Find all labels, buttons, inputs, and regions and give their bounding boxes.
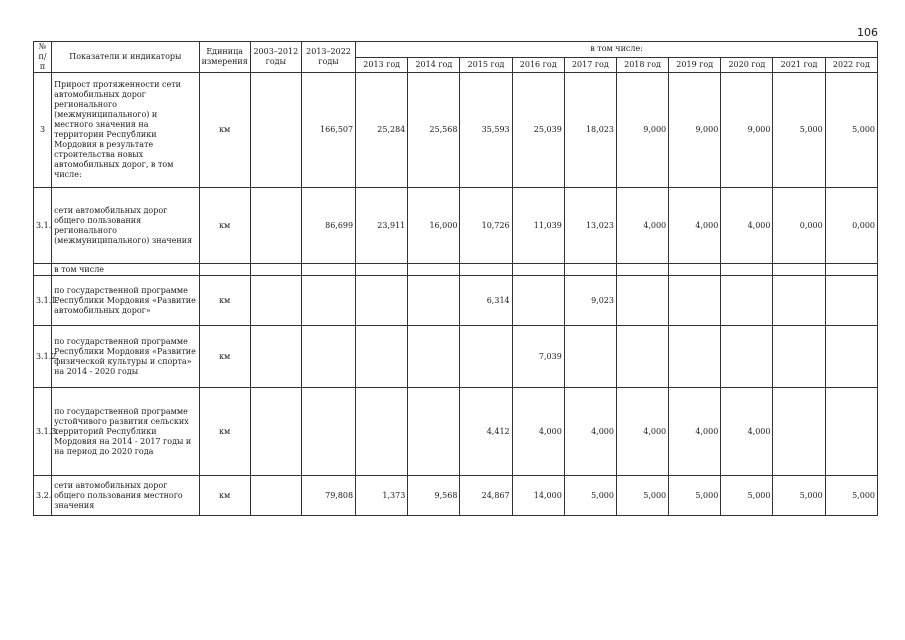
value-year: 0,000 [773,188,825,264]
header-year: 2013 год [356,57,408,73]
value-year [825,264,877,276]
table-row [34,73,878,188]
table-body [34,73,878,516]
header-indicator: Показатели и индикаторы [52,42,200,73]
indicator-name: Прирост протяженности сети автомобильных дорог регионального (межмуниципального) и местного значения на территории Республики Мордовия в результате строительства новых автомобильных дорог, в том числе: [52,73,200,188]
indicator-name: сети автомобильных дорог общего пользования регионального (межмуниципального) значения [52,188,200,264]
header-year: 2019 год [669,57,721,73]
header-row-top [34,42,878,58]
value-2003-2012 [250,276,301,326]
value-year [408,264,460,276]
value-2003-2012 [250,476,301,516]
value-year: 9,023 [564,276,616,326]
row-number: 3.1.3. [34,388,52,476]
header-including: в том числе: [356,42,878,58]
value-year: 1,373 [356,476,408,516]
value-year [356,326,408,388]
header-year: 2022 год [825,57,877,73]
header-num: № п/п [34,42,52,73]
value-year: 9,000 [669,73,721,188]
value-year: 5,000 [564,476,616,516]
unit-cell: км [199,276,250,326]
value-year [721,264,773,276]
header-period-2013-2022: 2013–2022 годы [301,42,355,73]
value-2003-2012 [250,188,301,264]
row-number: 3.1. [34,188,52,264]
value-year: 4,000 [616,188,668,264]
value-year [408,388,460,476]
value-year [460,326,512,388]
value-year [356,264,408,276]
value-year [356,276,408,326]
value-year: 14,000 [512,476,564,516]
unit-cell: км [199,73,250,188]
value-year: 5,000 [773,476,825,516]
value-year [773,264,825,276]
value-year [460,264,512,276]
value-year: 0,000 [825,188,877,264]
value-2013-2022: 79,808 [301,476,355,516]
row-number: 3.1.2. [34,326,52,388]
value-year [825,326,877,388]
value-2013-2022 [301,388,355,476]
indicator-name: в том числе [52,264,200,276]
value-year: 35,593 [460,73,512,188]
value-year [512,276,564,326]
value-2013-2022 [301,326,355,388]
value-year: 9,000 [616,73,668,188]
header-period-2003-2012: 2003–2012 годы [250,42,301,73]
value-year [773,326,825,388]
value-year: 4,000 [564,388,616,476]
value-year: 5,000 [825,73,877,188]
header-year: 2017 год [564,57,616,73]
value-2013-2022 [301,276,355,326]
row-number [34,264,52,276]
indicator-name: по государственной программе Республики Мордовия «Развитие автомобильных дорог» [52,276,200,326]
unit-cell: км [199,188,250,264]
row-number: 3.2. [34,476,52,516]
value-year: 4,412 [460,388,512,476]
value-year: 24,867 [460,476,512,516]
value-year: 18,023 [564,73,616,188]
value-year: 9,568 [408,476,460,516]
value-year [616,276,668,326]
table-row [34,264,878,276]
value-year: 4,000 [512,388,564,476]
row-number: 3 [34,73,52,188]
value-year [512,264,564,276]
value-year [669,276,721,326]
value-year: 4,000 [616,388,668,476]
unit-cell: км [199,326,250,388]
value-year: 13,023 [564,188,616,264]
value-year: 11,039 [512,188,564,264]
value-year [669,264,721,276]
value-year: 5,000 [616,476,668,516]
value-2003-2012 [250,388,301,476]
value-year: 16,000 [408,188,460,264]
header-year: 2021 год [773,57,825,73]
value-year [825,276,877,326]
value-year [408,326,460,388]
value-2003-2012 [250,326,301,388]
row-number: 3.1.1. [34,276,52,326]
page-number: 106 [857,26,878,39]
header-year: 2016 год [512,57,564,73]
value-2013-2022 [301,264,355,276]
value-2013-2022: 86,699 [301,188,355,264]
value-year: 25,039 [512,73,564,188]
table-row [34,188,878,264]
indicators-table [33,41,878,516]
value-year: 4,000 [721,388,773,476]
value-year [773,276,825,326]
value-2003-2012 [250,73,301,188]
value-year: 5,000 [773,73,825,188]
indicator-name: по государственной программе устойчивого развития сельских территорий Республики Мордовия на 2014 - 2017 годы и на период до 2020 года [52,388,200,476]
indicator-name: сети автомобильных дорог общего пользования местного значения [52,476,200,516]
value-year: 7,039 [512,326,564,388]
value-year [616,326,668,388]
value-year [408,276,460,326]
value-year: 10,726 [460,188,512,264]
value-year: 5,000 [825,476,877,516]
value-year: 4,000 [669,188,721,264]
header-unit: Единица измерения [199,42,250,73]
value-year [773,388,825,476]
value-year [356,388,408,476]
value-year: 5,000 [721,476,773,516]
indicator-name: по государственной программе Республики Мордовия «Развитие физической культуры и спорта» на 2014 - 2020 годы [52,326,200,388]
value-year: 25,284 [356,73,408,188]
value-2003-2012 [250,264,301,276]
value-year [564,326,616,388]
value-year [669,326,721,388]
value-year [721,276,773,326]
value-year: 4,000 [721,188,773,264]
value-year: 9,000 [721,73,773,188]
value-2013-2022: 166,507 [301,73,355,188]
unit-cell: км [199,476,250,516]
table-row [34,276,878,326]
value-year [825,388,877,476]
value-year: 25,568 [408,73,460,188]
header-year: 2015 год [460,57,512,73]
table-row [34,388,878,476]
value-year: 23,911 [356,188,408,264]
value-year: 4,000 [669,388,721,476]
header-year: 2014 год [408,57,460,73]
unit-cell: км [199,388,250,476]
table-row [34,326,878,388]
value-year [564,264,616,276]
value-year [616,264,668,276]
value-year: 5,000 [669,476,721,516]
unit-cell [199,264,250,276]
table-row [34,476,878,516]
header-year: 2018 год [616,57,668,73]
header-year: 2020 год [721,57,773,73]
value-year: 6,314 [460,276,512,326]
value-year [721,326,773,388]
